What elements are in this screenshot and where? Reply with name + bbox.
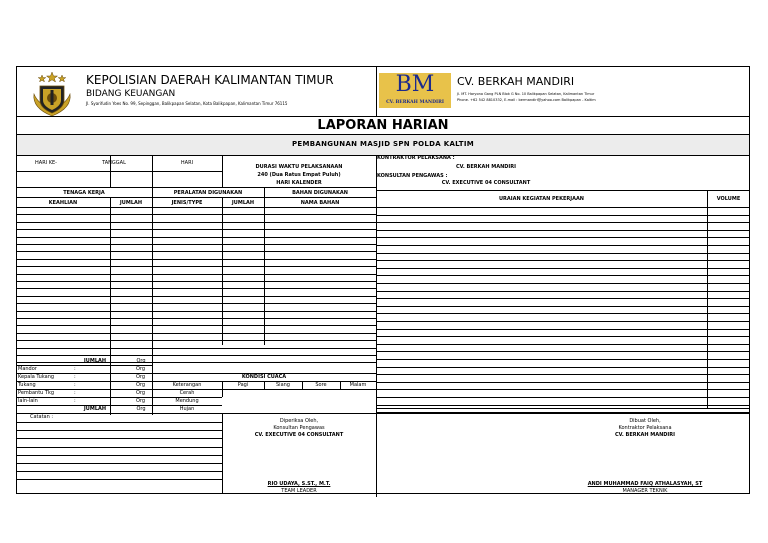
worker-sep: :	[74, 382, 76, 388]
police-emblem-icon	[26, 70, 78, 118]
company-address: Jl. MT. Haryono Gang PLN Blok G No. 10 Balikpapan Selatan, Kalimantan Timur	[457, 92, 595, 96]
grid-row-line	[376, 253, 750, 254]
head-jumlah-1: JUMLAH	[119, 200, 143, 206]
grid-row-line	[16, 311, 376, 312]
grid-row-line	[376, 382, 750, 383]
grid-row-line	[376, 389, 750, 390]
worker-sep: :	[74, 366, 76, 372]
grid-row-line	[376, 268, 750, 269]
head-peralatan: PERALATAN DIGUNAKAN	[173, 190, 243, 196]
head-bahan: BAHAN DIGUNAKAN	[292, 190, 348, 196]
grid-row-line	[376, 367, 750, 368]
grid-row-line	[376, 321, 750, 322]
company-logo-caption: CV. BERKAH MANDIRI	[386, 100, 444, 105]
sum-total-unit: Org	[136, 406, 146, 412]
made-title: MANAGER TEKNIK	[622, 488, 668, 494]
grid-row-line	[16, 229, 376, 230]
grid-row-line	[376, 313, 750, 314]
worker-sep: :	[74, 398, 76, 404]
head-uraian: URAIAN KEGIATAN PEKERJAAN	[499, 196, 584, 202]
worker-sep: :	[74, 374, 76, 380]
label-hari: HARI	[180, 160, 194, 166]
weather-title: KONDISI CUACA	[241, 374, 287, 380]
grid-row-line	[376, 359, 750, 360]
grid-row-line	[16, 355, 376, 356]
catatan-label: Catatan :	[30, 414, 54, 420]
worker-unit: Org	[136, 382, 146, 388]
grid-row-line	[16, 362, 376, 363]
worker-role: Kepala Tukang	[18, 374, 55, 380]
weather-hujan: Hujan	[179, 406, 195, 412]
made-name: ANDI MUHAMMAD FAIQ ATHALASYAH, ST	[587, 481, 703, 487]
head-keahlian: KEAHLIAN	[48, 200, 78, 206]
company-name: CV. BERKAH MANDIRI	[457, 75, 575, 88]
sum-org-label: Org	[136, 358, 146, 364]
grid-row-line	[16, 274, 376, 275]
grid-row-line	[376, 283, 750, 284]
sum-jumlah-label: JUMLAH	[83, 358, 107, 364]
weather-malam: Malam	[349, 382, 367, 388]
catatan-line	[16, 463, 222, 464]
grid-row-line	[376, 275, 750, 276]
company-contact: Phone. +62 542 8810332, E-mail : bermandiri@yahoo.com Balikpapan - Kaltim	[457, 98, 596, 102]
sum-total-label: JUMLAH	[83, 406, 107, 412]
konsultan-label: KONSULTAN PENGAWAS :	[377, 173, 448, 179]
grid-row-line	[376, 351, 750, 352]
table-bottom-line	[376, 408, 750, 409]
weather-sore: Sore	[315, 382, 327, 388]
made-company: CV. BERKAH MANDIRI	[614, 432, 676, 438]
head-tenaga-kerja: TENAGA KERJA	[63, 190, 105, 196]
grid-row-line	[376, 306, 750, 307]
grid-row-line	[16, 333, 376, 334]
catatan-line	[16, 455, 222, 456]
catatan-line	[16, 471, 222, 472]
org-address: Jl. Syarifudin Yoes No. 99, Sepinggan, Balikpapan Selatan, Kota Balikpapan, Kalimantan Timur 76115	[86, 101, 288, 106]
konsultan-value: CV. EXECUTIVE 04 CONSULTANT	[441, 180, 531, 186]
grid-row-line	[376, 237, 750, 238]
grid-row-line	[376, 260, 750, 261]
worker-unit: Org	[136, 366, 146, 372]
durasi-label: DURASI WAKTU PELAKSANAAN	[255, 164, 343, 170]
grid-row-line	[376, 374, 750, 375]
head-nama-bahan: NAMA BAHAN	[300, 200, 340, 206]
worker-role: Pembantu Tkg	[18, 390, 55, 396]
grid-row-line	[16, 296, 376, 297]
grid-row-line	[376, 215, 750, 216]
worker-role: Tukang	[18, 382, 36, 388]
weather-mendung: Mendung	[175, 398, 199, 404]
grid-row-line	[376, 222, 750, 223]
worker-unit: Org	[136, 390, 146, 396]
checked-name: RIO UDAYA, S.ST., M.T.	[267, 481, 331, 487]
grid-row-line	[376, 405, 750, 406]
weather-cerah: Cerah	[179, 390, 195, 396]
grid-row-line	[376, 336, 750, 337]
grid-row-line	[16, 214, 376, 215]
summary-row-line	[16, 381, 152, 382]
head-jenis-type: JENIS/TYPE	[171, 200, 203, 206]
grid-row-line	[16, 266, 376, 267]
label-hari-ke: HARI KE-	[35, 160, 57, 166]
checked-company: CV. EXECUTIVE 04 CONSULTANT	[254, 432, 344, 438]
label-tanggal: TANGGAL	[102, 160, 126, 166]
weather-siang: Siang	[276, 382, 290, 388]
grid-row-line	[376, 245, 750, 246]
kontraktor-label: KONTRAKTOR PELAKSANA :	[377, 155, 455, 161]
worker-sep: :	[74, 390, 76, 396]
grid-row-line	[16, 237, 376, 238]
durasi-value: 240 (Dua Ratus Empat Puluh)	[257, 172, 341, 178]
catatan-line	[16, 479, 222, 480]
grid-row-line	[376, 344, 750, 345]
grid-row-line	[376, 397, 750, 398]
grid-row-line	[16, 288, 376, 289]
kontraktor-value: CV. BERKAH MANDIRI	[455, 164, 517, 170]
weather-keterangan: Keterangan	[172, 382, 202, 388]
worker-role: lain-lain	[18, 398, 38, 404]
grid-row-line	[16, 281, 376, 282]
grid-row-line	[376, 329, 750, 330]
grid-row-line	[16, 222, 376, 223]
checked-by: Diperiksa Oleh,	[279, 418, 319, 424]
catatan-line	[16, 422, 222, 423]
grid-row-line	[16, 318, 376, 319]
grid-row-line	[376, 291, 750, 292]
grid-row-line	[376, 298, 750, 299]
grid-row-line	[16, 325, 376, 326]
worker-role: Mandor	[18, 366, 37, 372]
catatan-line	[16, 447, 222, 448]
report-title: LAPORAN HARIAN	[317, 118, 449, 133]
org-division: BIDANG KEUANGAN	[86, 89, 176, 99]
grid-row-line	[16, 259, 376, 260]
head-jumlah-2: JUMLAH	[231, 200, 255, 206]
worker-unit: Org	[136, 398, 146, 404]
org-name: KEPOLISIAN DAERAH KALIMANTAN TIMUR	[86, 73, 334, 87]
head-volume: VOLUME	[716, 196, 741, 202]
worker-unit: Org	[136, 374, 146, 380]
catatan-line	[16, 430, 222, 431]
checked-title: TEAM LEADER	[281, 488, 317, 494]
grid-row-line	[16, 251, 376, 252]
weather-pagi: Pagi	[237, 382, 249, 388]
report-subtitle: PEMBANGUNAN MASJID SPN POLDA KALTIM	[291, 140, 475, 148]
catatan-line	[16, 438, 222, 439]
grid-row-line	[16, 244, 376, 245]
grid-row-line	[16, 303, 376, 304]
table-bottom-line	[16, 413, 750, 414]
grid-row-line	[376, 230, 750, 231]
company-logo-letters: BM	[395, 72, 435, 97]
made-role: Kontraktor Pelaksana	[618, 425, 672, 431]
grid-row-line	[16, 348, 376, 349]
grid-row-line	[16, 340, 376, 341]
checked-role: Konsultan Pengawas	[273, 425, 325, 431]
durasi-unit: HARI KALENDER	[276, 180, 322, 186]
made-by: Dibuat Oleh,	[629, 418, 661, 424]
